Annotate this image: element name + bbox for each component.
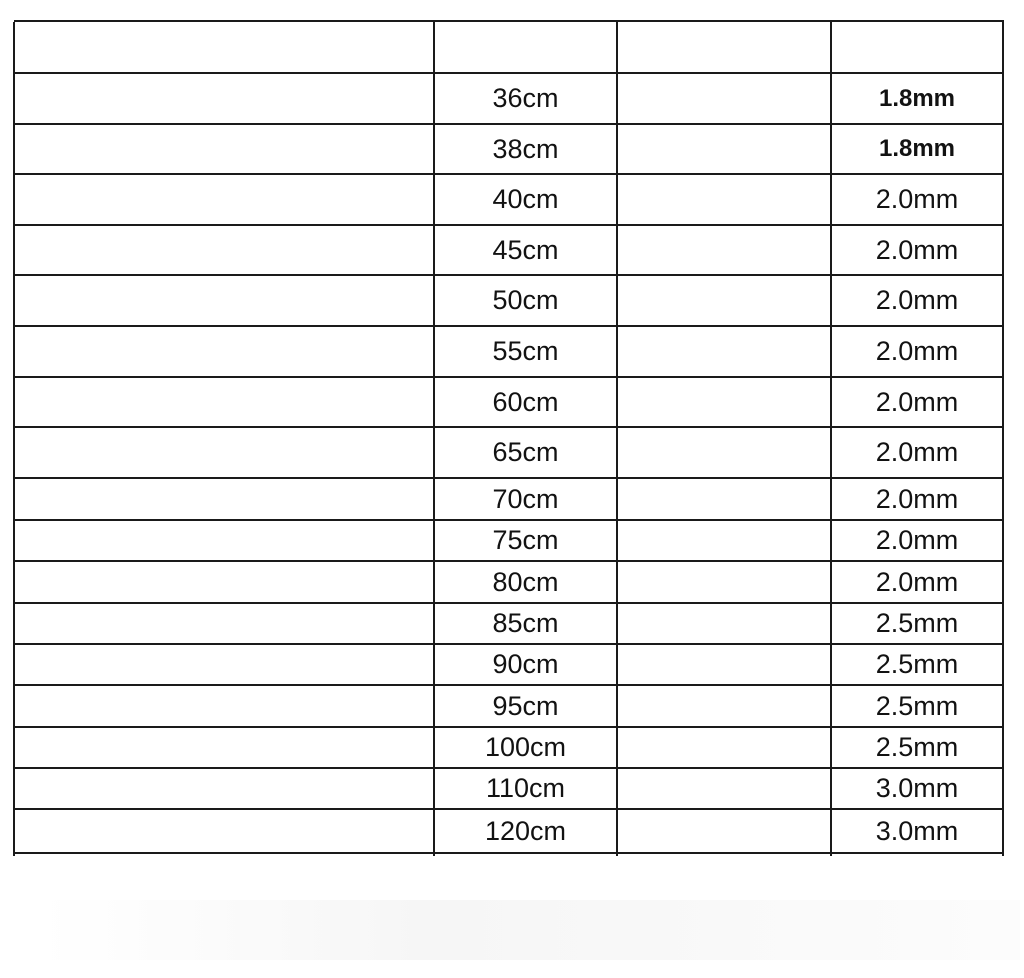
row-size-cell: 36cm: [492, 83, 559, 113]
row-thickness-cell: 2.0mm: [875, 184, 959, 214]
row-mid-cell: [617, 74, 831, 123]
row-name-cell: [14, 226, 434, 274]
row-size-cell: 110cm: [485, 773, 566, 803]
table-row: [14, 810, 1004, 854]
row-mid-cell: [617, 125, 831, 173]
row-mid-cell: [617, 226, 831, 274]
row-name-cell: [14, 378, 434, 426]
table-row: [14, 479, 1004, 521]
row-mid-cell: [617, 728, 831, 767]
row-name-cell: [14, 604, 434, 643]
row-thickness-cell: 2.5mm: [875, 690, 959, 721]
row-name-cell: [14, 74, 434, 123]
row-mid-cell: [617, 276, 831, 325]
row-thickness-cell: 3.0mm: [875, 773, 959, 803]
row-mid-cell: [617, 378, 831, 426]
row-mid-cell: [617, 769, 831, 808]
row-size-cell: 40cm: [492, 184, 559, 214]
row-size-cell: 38cm: [492, 133, 559, 164]
row-thickness-cell: 2.0mm: [875, 483, 959, 514]
row-thickness-cell: 2.0mm: [875, 234, 959, 265]
row-name-cell: [14, 645, 434, 684]
table-row: [14, 74, 1004, 125]
header-cell-size: [434, 22, 617, 72]
row-mid-cell: [617, 479, 831, 519]
header-cell-thickness: [831, 22, 1003, 72]
table-row: [14, 521, 1004, 562]
table-row: [14, 125, 1004, 175]
row-thickness-cell: 2.0mm: [875, 336, 959, 366]
table-row: [14, 562, 1004, 604]
table-row: [14, 769, 1004, 810]
row-size-cell: 120cm: [484, 815, 567, 846]
row-size-cell: 85cm: [492, 608, 559, 638]
row-thickness-cell: 2.5mm: [875, 732, 959, 762]
row-name-cell: [14, 479, 434, 519]
row-size-cell: 60cm: [492, 386, 559, 417]
row-size-cell: 100cm: [484, 732, 567, 762]
row-size-cell: 70cm: [492, 483, 559, 514]
row-thickness-cell: 2.0mm: [875, 525, 959, 555]
table-row: [14, 604, 1004, 645]
row-thickness-cell: 1.8mm: [878, 84, 956, 112]
row-mid-cell: [617, 604, 831, 643]
row-name-cell: [14, 327, 434, 376]
row-size-cell: 65cm: [492, 437, 559, 467]
row-name-cell: [14, 125, 434, 173]
table-row: [14, 645, 1004, 686]
row-mid-cell: [617, 686, 831, 726]
row-mid-cell: [617, 521, 831, 560]
row-thickness-cell: 2.0mm: [875, 386, 959, 417]
row-mid-cell: [617, 327, 831, 376]
row-thickness-cell: 2.0mm: [875, 566, 959, 597]
row-mid-cell: [617, 810, 831, 852]
table-row: [14, 428, 1004, 479]
header-cell-name: [14, 22, 434, 72]
row-name-cell: [14, 428, 434, 477]
row-size-cell: 55cm: [492, 336, 559, 366]
row-thickness-cell: 2.0mm: [875, 285, 959, 315]
header-cell-mid: [617, 22, 831, 72]
table-row: [14, 276, 1004, 327]
row-thickness-cell: 2.0mm: [875, 437, 959, 467]
row-name-cell: [14, 175, 434, 224]
row-mid-cell: [617, 428, 831, 477]
row-name-cell: [14, 686, 434, 726]
row-name-cell: [14, 276, 434, 325]
row-size-cell: 80cm: [492, 566, 559, 597]
row-name-cell: [14, 562, 434, 602]
table-row: [14, 728, 1004, 769]
row-mid-cell: [617, 645, 831, 684]
table-row: [14, 378, 1004, 428]
row-thickness-cell: 2.5mm: [875, 608, 959, 638]
table-row: [14, 226, 1004, 276]
row-name-cell: [14, 728, 434, 767]
size-table: [14, 20, 1004, 854]
row-thickness-cell: 1.8mm: [878, 135, 956, 162]
row-mid-cell: [617, 562, 831, 602]
row-size-cell: 75cm: [492, 525, 559, 555]
row-name-cell: [14, 769, 434, 808]
row-name-cell: [14, 521, 434, 560]
row-size-cell: 90cm: [492, 649, 559, 679]
table-header-row: [14, 22, 1004, 74]
table-row: [14, 686, 1004, 728]
row-name-cell: [14, 810, 434, 852]
row-size-cell: 95cm: [492, 690, 559, 721]
row-mid-cell: [617, 175, 831, 224]
row-thickness-cell: 2.5mm: [875, 649, 959, 679]
table-row: [14, 175, 1004, 226]
table-row: [14, 327, 1004, 378]
bottom-smudge: [40, 900, 1020, 960]
row-thickness-cell: 3.0mm: [875, 815, 959, 846]
row-size-cell: 45cm: [492, 234, 559, 265]
row-size-cell: 50cm: [492, 285, 559, 315]
